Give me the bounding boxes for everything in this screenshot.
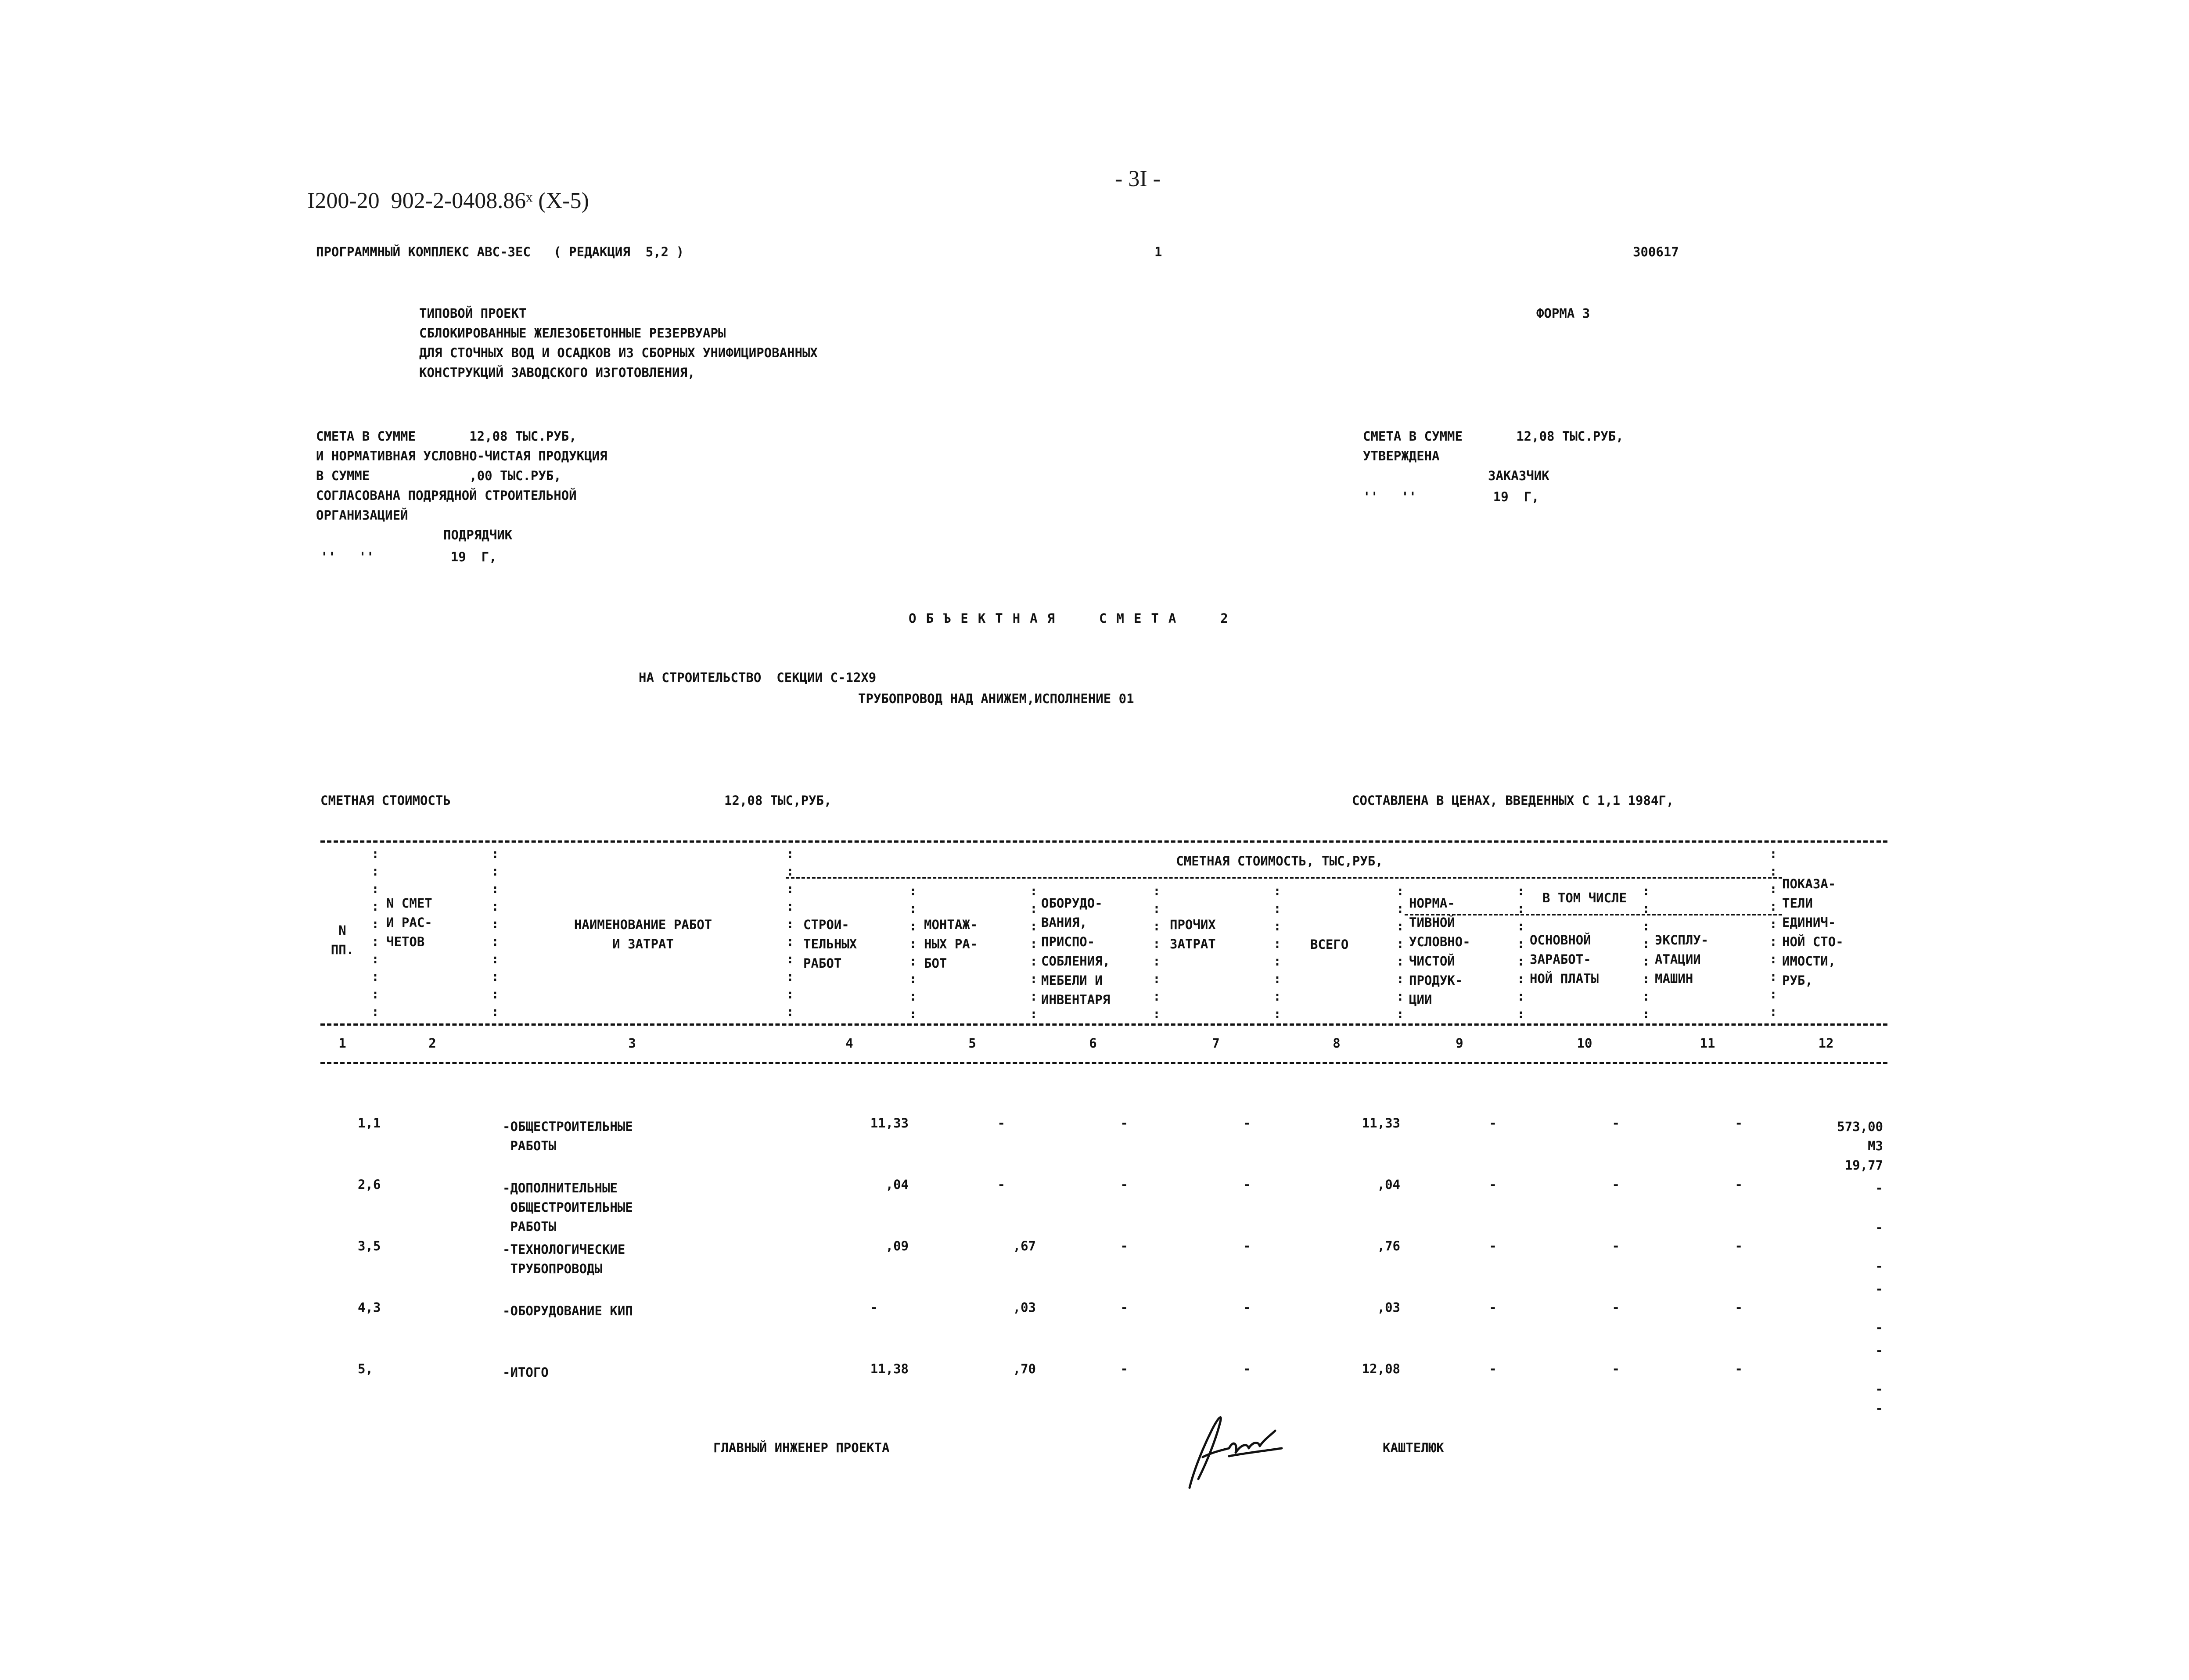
left-block-date: '' '' 19 Г,	[320, 549, 497, 564]
row-3-name: -ТЕХНОЛОГИЧЕСКИЕ ТРУБОПРОВОДЫ	[503, 1242, 625, 1276]
header-col-1: N ПП.	[331, 923, 354, 957]
right-block-line-2: УТВЕРЖДЕНА	[1363, 449, 1440, 463]
table-group-header: СМЕТНАЯ СТОИМОСТЬ, ТЫС,РУБ,	[1176, 854, 1383, 869]
row-3-col-5: ,67	[1013, 1238, 1036, 1253]
header-col-3: НАИМЕНОВАНИЕ РАБОТ И ЗАТРАТ	[574, 917, 712, 951]
table-rule-group	[786, 877, 1782, 879]
row-3-col-6: -	[1120, 1238, 1128, 1253]
vsep: : : : : : : : : : :	[491, 846, 499, 1019]
header-col-2: N СМЕТ И РАС- ЧЕТОВ	[386, 896, 432, 949]
row-2-col-6: -	[1120, 1177, 1128, 1192]
page-number: - 3I -	[1115, 166, 1161, 191]
vsep: : : : : : : : : : :	[371, 846, 379, 1019]
column-number: 9	[1456, 1036, 1463, 1051]
row-1-col-12: 573,00 М3 19,77	[1837, 1119, 1883, 1173]
row-1-col-5: -	[997, 1116, 1005, 1131]
row-2-col-10: -	[1612, 1177, 1620, 1192]
row-4-col-4: -	[870, 1300, 878, 1315]
vsep: : : : : : : : :	[1642, 883, 1650, 1021]
header-col-4: СТРОИ- ТЕЛЬНЫХ РАБОТ	[803, 917, 857, 971]
row-5-col-12-extra-dash: -	[1875, 1401, 1883, 1416]
sheet-number: 1	[1154, 244, 1162, 259]
prices-note: СОСТАВЛЕНА В ЦЕНАХ, ВВЕДЕННЫХ С 1,1 1984Г,	[1352, 793, 1674, 808]
table-subgroup-header: В ТОМ ЧИСЛЕ	[1542, 890, 1627, 905]
vsep: : : : : : : : :	[1153, 883, 1161, 1021]
row-5-name: -ИТОГО	[503, 1365, 549, 1380]
vsep: : : : : : : : : : :	[786, 846, 794, 1019]
table-rule-top	[320, 840, 1887, 843]
column-number: 7	[1212, 1036, 1220, 1051]
row-4-col-8: ,03	[1377, 1300, 1400, 1315]
row-5-col-9: -	[1489, 1361, 1497, 1376]
column-number: 8	[1333, 1036, 1341, 1051]
vsep: : : : : : : : :	[1030, 883, 1038, 1021]
project-line-3: ДЛЯ СТОЧНЫХ ВОД И ОСАДКОВ ИЗ СБОРНЫХ УНИФИЦИРОВАННЫХ	[419, 345, 818, 360]
vsep: : : : : : : : :	[909, 883, 917, 1021]
cost-value: 12,08 ТЫС,РУБ,	[724, 793, 832, 808]
row-3-col-4: ,09	[885, 1238, 909, 1253]
left-block-line-4: СОГЛАСОВАНА ПОДРЯДНОЙ СТРОИТЕЛЬНОЙ	[316, 488, 577, 503]
row-1-col-8: 11,33	[1362, 1116, 1400, 1131]
program-line: ПРОГРАММНЫЙ КОМПЛЕКС АВС-ЗЕС ( РЕДАКЦИЯ 5,2 )	[316, 244, 684, 259]
row-2-number: 2,6	[358, 1177, 381, 1192]
row-1-col-9: -	[1489, 1116, 1497, 1131]
vsep: : : : : : : : :	[1396, 883, 1404, 1021]
header-col-5: МОНТАЖ- НЫХ РА- БОТ	[924, 917, 978, 971]
right-block-line-3: ЗАКАЗЧИК	[1488, 468, 1549, 483]
left-block-line-5: ОРГАНИЗАЦИЕЙ	[316, 508, 408, 523]
row-5-col-6: -	[1120, 1361, 1128, 1376]
column-number: 1	[338, 1036, 346, 1051]
column-number: 12	[1818, 1036, 1834, 1051]
row-1-col-7: -	[1243, 1116, 1251, 1131]
row-4-col-6: -	[1120, 1300, 1128, 1315]
row-5-col-10: -	[1612, 1361, 1620, 1376]
row-2-col-5: -	[997, 1177, 1005, 1192]
document-id: 300617	[1633, 244, 1679, 259]
row-2-col-8: ,04	[1377, 1177, 1400, 1192]
row-2-col-7: -	[1243, 1177, 1251, 1192]
right-block-line-1: СМЕТА В СУММЕ 12,08 ТЫС.РУБ,	[1363, 429, 1624, 444]
row-4-col-9: -	[1489, 1300, 1497, 1315]
right-block-date: '' '' 19 Г,	[1363, 489, 1539, 504]
row-5-col-8: 12,08	[1362, 1361, 1400, 1376]
vsep: : : : : : : : : : :	[1769, 846, 1777, 1019]
row-2-col-9: -	[1489, 1177, 1497, 1192]
row-3-col-10: -	[1612, 1238, 1620, 1253]
header-col-10: ОСНОВНОЙ ЗАРАБОТ- НОЙ ПЛАТЫ	[1530, 933, 1599, 986]
row-3-col-11: -	[1735, 1238, 1743, 1253]
row-4-number: 4,3	[358, 1300, 381, 1315]
vsep: : : : : : : : :	[1517, 883, 1525, 1021]
column-number: 2	[428, 1036, 436, 1051]
project-line-1: ТИПОВОЙ ПРОЕКТ	[419, 306, 527, 321]
row-4-col-11: -	[1735, 1300, 1743, 1315]
left-block-line-1: СМЕТА В СУММЕ 12,08 ТЫС.РУБ,	[316, 429, 577, 444]
row-5-col-5: ,70	[1013, 1361, 1036, 1376]
row-2-col-11: -	[1735, 1177, 1743, 1192]
row-3-col-12: - -	[1875, 1220, 1883, 1274]
document-title: ОБЪЕКТНАЯ СМЕТА 2	[909, 611, 1238, 626]
row-1-col-6: -	[1120, 1116, 1128, 1131]
header-col-8: ВСЕГО	[1310, 937, 1349, 952]
row-2-col-12: -	[1875, 1181, 1883, 1195]
form-label: ФОРМА 3	[1536, 306, 1590, 321]
row-1-col-4: 11,33	[870, 1116, 909, 1131]
table-rule-header-bottom	[320, 1023, 1887, 1026]
header-col-6: ОБОРУДО- ВАНИЯ, ПРИСПО- СОБЛЕНИЯ, МЕБЕЛИ И ИНВЕНТАРЯ	[1041, 896, 1111, 1007]
left-block-line-6: ПОДРЯДЧИК	[443, 528, 513, 542]
row-1-name: -ОБЩЕСТРОИТЕЛЬНЫЕ РАБОТЫ	[503, 1119, 633, 1153]
row-3-col-8: ,76	[1377, 1238, 1400, 1253]
column-number: 11	[1700, 1036, 1715, 1051]
row-5-col-7: -	[1243, 1361, 1251, 1376]
row-5-col-11: -	[1735, 1361, 1743, 1376]
row-5-col-12: - -	[1875, 1343, 1883, 1396]
table-rule-numbers-bottom	[320, 1062, 1887, 1064]
column-number: 6	[1089, 1036, 1097, 1051]
row-3-col-9: -	[1489, 1238, 1497, 1253]
row-3-col-7: -	[1243, 1238, 1251, 1253]
row-1-col-10: -	[1612, 1116, 1620, 1131]
subtitle-2: ТРУБОПРОВОД НАД АНИЖЕМ,ИСПОЛНЕНИЕ 01	[858, 691, 1134, 706]
row-4-col-7: -	[1243, 1300, 1251, 1315]
header-col-12: ПОКАЗА- ТЕЛИ ЕДИНИЧ- НОЙ СТО- ИМОСТИ, РУБ,	[1782, 876, 1844, 988]
row-4-col-10: -	[1612, 1300, 1620, 1315]
document-code: I200-20 902-2-0408.86ˣ (X-5)	[307, 188, 589, 213]
header-col-11: ЭКСПЛУ- АТАЦИИ МАШИН	[1655, 933, 1709, 986]
signature-title: ГЛАВНЫЙ ИНЖЕНЕР ПРОЕКТА	[713, 1440, 890, 1455]
left-block-line-2: И НОРМАТИВНАЯ УСЛОВНО-ЧИСТАЯ ПРОДУКЦИЯ	[316, 449, 607, 463]
row-4-name: -ОБОРУДОВАНИЕ КИП	[503, 1303, 633, 1318]
row-5-col-4: 11,38	[870, 1361, 909, 1376]
row-4-col-5: ,03	[1013, 1300, 1036, 1315]
row-4-col-12: - -	[1875, 1282, 1883, 1335]
subtitle-1: НА СТРОИТЕЛЬСТВО СЕКЦИИ С-12Х9	[639, 670, 877, 685]
header-col-7: ПРОЧИХ ЗАТРАТ	[1170, 917, 1216, 951]
project-line-2: СБЛОКИРОВАННЫЕ ЖЕЛЕЗОБЕТОННЫЕ РЕЗЕРВУАРЫ	[419, 326, 726, 341]
column-number: 5	[968, 1036, 976, 1051]
row-1-col-11: -	[1735, 1116, 1743, 1131]
header-col-9: НОРМА- ТИВНОЙ УСЛОВНО- ЧИСТОЙ ПРОДУК- ЦИИ	[1409, 896, 1470, 1007]
column-number: 3	[628, 1036, 636, 1051]
row-2-name: -ДОПОЛНИТЕЛЬНЫЕ ОБЩЕСТРОИТЕЛЬНЫЕ РАБОТЫ	[503, 1181, 633, 1234]
row-1-number: 1,1	[358, 1116, 381, 1131]
column-number: 4	[845, 1036, 853, 1051]
left-block-line-3: В СУММЕ ,00 ТЫС.РУБ,	[316, 468, 561, 483]
cost-label: СМЕТНАЯ СТОИМОСТЬ	[320, 793, 451, 808]
handwritten-signature	[1181, 1404, 1295, 1492]
signature-name: КАШТЕЛЮК	[1383, 1440, 1444, 1455]
row-2-col-4: ,04	[885, 1177, 909, 1192]
row-5-number: 5,	[358, 1361, 373, 1376]
project-line-4: КОНСТРУКЦИЙ ЗАВОДСКОГО ИЗГОТОВЛЕНИЯ,	[419, 365, 695, 380]
vsep: : : : : : : : :	[1273, 883, 1281, 1021]
column-number: 10	[1577, 1036, 1592, 1051]
row-3-number: 3,5	[358, 1238, 381, 1253]
